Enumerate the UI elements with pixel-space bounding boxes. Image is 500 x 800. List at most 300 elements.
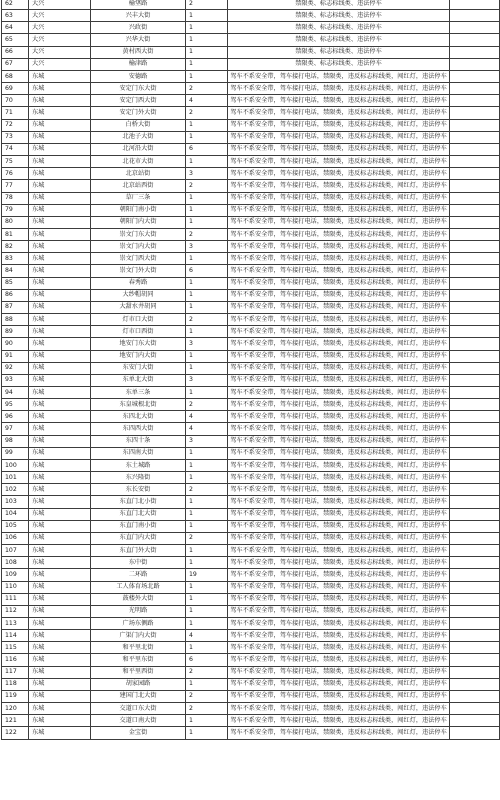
empty-cell — [450, 253, 500, 265]
road-name-cell: 东四西大街 — [91, 423, 186, 435]
road-name-cell: 和平里东街 — [91, 654, 186, 666]
count-cell: 1 — [186, 289, 228, 301]
row-number-cell: 63 — [2, 10, 29, 22]
count-cell: 3 — [186, 374, 228, 386]
count-cell: 1 — [186, 593, 228, 605]
violation-types-cell: 驾车不系安全带，驾车接打电话，禁限类，违反标志标线类，闯红灯，违法停车 — [228, 253, 450, 265]
empty-cell — [450, 666, 500, 678]
table-row — [2, 119, 500, 131]
count-cell: 1 — [186, 678, 228, 690]
violation-types-cell: 驾车不系安全带，驾车接打电话，禁限类，违反标志标线类，闯红灯，违法停车 — [228, 387, 450, 399]
table-body — [2, 0, 500, 739]
row-number-cell: 119 — [2, 690, 29, 702]
table-row — [2, 34, 500, 46]
road-name-cell: 东四北大街 — [91, 411, 186, 423]
empty-cell — [450, 192, 500, 204]
violation-types-cell: 驾车不系安全带，驾车接打电话，禁限类，违反标志标线类，闯红灯，违法停车 — [228, 168, 450, 180]
district-cell: 大兴 — [29, 0, 91, 10]
table-row — [2, 532, 500, 544]
district-cell: 东城 — [29, 83, 91, 95]
count-cell: 1 — [186, 192, 228, 204]
road-name-cell: 北京站街 — [91, 168, 186, 180]
table-row — [2, 22, 500, 34]
road-name-cell: 东单北大街 — [91, 374, 186, 386]
row-number-cell: 100 — [2, 459, 29, 471]
empty-cell — [450, 46, 500, 58]
row-number-cell: 104 — [2, 508, 29, 520]
violation-types-cell: 驾车不系安全带，驾车接打电话，禁限类，违反标志标线类，闯红灯，违法停车 — [228, 447, 450, 459]
road-name-cell: 胡家园路 — [91, 678, 186, 690]
district-cell: 东城 — [29, 95, 91, 107]
table-row — [2, 58, 500, 70]
district-cell: 东城 — [29, 326, 91, 338]
violation-types-cell: 驾车不系安全带，驾车接打电话，禁限类，违反标志标线类，闯红灯，违法停车 — [228, 690, 450, 702]
count-cell: 1 — [186, 34, 228, 46]
row-number-cell: 102 — [2, 484, 29, 496]
table-row — [2, 301, 500, 313]
empty-cell — [450, 447, 500, 459]
table-row — [2, 654, 500, 666]
district-cell: 东城 — [29, 338, 91, 350]
violation-types-cell: 驾车不系安全带，驾车接打电话，禁限类，违反标志标线类，闯红灯，违法停车 — [228, 605, 450, 617]
row-number-cell: 75 — [2, 156, 29, 168]
count-cell: 2 — [186, 107, 228, 119]
row-number-cell: 107 — [2, 545, 29, 557]
district-cell: 东城 — [29, 204, 91, 216]
road-name-cell: 白桥大街 — [91, 119, 186, 131]
empty-cell — [450, 605, 500, 617]
violation-table — [1, 0, 500, 740]
road-name-cell: 交道口东大街 — [91, 703, 186, 715]
violation-types-cell: 禁限类、标志标线类、违法停车 — [228, 34, 450, 46]
district-cell: 东城 — [29, 107, 91, 119]
violation-types-cell: 禁限类、标志标线类、违法停车 — [228, 58, 450, 70]
violation-types-cell: 驾车不系安全带，驾车接打电话，禁限类，违反标志标线类，闯红灯，违法停车 — [228, 484, 450, 496]
empty-cell — [450, 557, 500, 569]
empty-cell — [450, 301, 500, 313]
district-cell: 东城 — [29, 630, 91, 642]
row-number-cell: 94 — [2, 387, 29, 399]
row-number-cell: 95 — [2, 399, 29, 411]
count-cell: 1 — [186, 581, 228, 593]
count-cell: 2 — [186, 83, 228, 95]
empty-cell — [450, 204, 500, 216]
table-row — [2, 484, 500, 496]
road-name-cell: 朝阳门内大街 — [91, 216, 186, 228]
row-number-cell: 76 — [2, 168, 29, 180]
table-row — [2, 338, 500, 350]
district-cell: 大兴 — [29, 22, 91, 34]
count-cell: 1 — [186, 617, 228, 629]
table-row — [2, 630, 500, 642]
empty-cell — [450, 314, 500, 326]
road-name-cell: 北河沿大街 — [91, 143, 186, 155]
row-number-cell: 71 — [2, 107, 29, 119]
table-row — [2, 350, 500, 362]
violation-types-cell: 驾车不系安全带，驾车接打电话，禁限类，违反标志标线类，闯红灯，违法停车 — [228, 666, 450, 678]
count-cell: 1 — [186, 496, 228, 508]
count-cell: 3 — [186, 338, 228, 350]
violation-types-cell: 驾车不系安全带，驾车接打电话，禁限类，违反标志标线类，闯红灯，违法停车 — [228, 277, 450, 289]
count-cell: 2 — [186, 666, 228, 678]
road-name-cell: 灯市口大街 — [91, 314, 186, 326]
violation-types-cell: 驾车不系安全带，驾车接打电话，禁限类，违反标志标线类，闯红灯，违法停车 — [228, 411, 450, 423]
empty-cell — [450, 58, 500, 70]
road-name-cell: 榆垡路 — [91, 0, 186, 10]
road-name-cell: 广场东侧路 — [91, 617, 186, 629]
road-name-cell: 东直门南小街 — [91, 520, 186, 532]
road-name-cell: 北京站西街 — [91, 180, 186, 192]
district-cell: 东城 — [29, 241, 91, 253]
row-number-cell: 91 — [2, 350, 29, 362]
district-cell: 东城 — [29, 143, 91, 155]
table-row — [2, 581, 500, 593]
violation-types-cell: 驾车不系安全带，驾车接打电话，禁限类，违反标志标线类，闯红灯，违法停车 — [228, 180, 450, 192]
district-cell: 东城 — [29, 228, 91, 240]
empty-cell — [450, 228, 500, 240]
count-cell: 1 — [186, 253, 228, 265]
row-number-cell: 101 — [2, 472, 29, 484]
table-row — [2, 95, 500, 107]
count-cell: 2 — [186, 532, 228, 544]
district-cell: 东城 — [29, 314, 91, 326]
district-cell: 东城 — [29, 569, 91, 581]
row-number-cell: 93 — [2, 374, 29, 386]
table-row — [2, 411, 500, 423]
road-name-cell: 鼓楼外大街 — [91, 593, 186, 605]
table-row — [2, 0, 500, 10]
empty-cell — [450, 277, 500, 289]
table-row — [2, 666, 500, 678]
table-row — [2, 715, 500, 727]
violation-types-cell: 驾车不系安全带，驾车接打电话，禁限类，违反标志标线类，闯红灯，违法停车 — [228, 326, 450, 338]
row-number-cell: 109 — [2, 569, 29, 581]
district-cell: 东城 — [29, 374, 91, 386]
district-cell: 大兴 — [29, 58, 91, 70]
empty-cell — [450, 459, 500, 471]
violation-types-cell: 驾车不系安全带，驾车接打电话，禁限类，违反标志标线类，闯红灯，违法停车 — [228, 472, 450, 484]
empty-cell — [450, 727, 500, 739]
violation-types-cell: 驾车不系安全带，驾车接打电话，禁限类，违反标志标线类，闯红灯，违法停车 — [228, 350, 450, 362]
count-cell: 1 — [186, 447, 228, 459]
table-row — [2, 83, 500, 95]
district-cell: 东城 — [29, 156, 91, 168]
district-cell: 东城 — [29, 642, 91, 654]
table-row — [2, 168, 500, 180]
table-row — [2, 678, 500, 690]
count-cell: 1 — [186, 119, 228, 131]
table-row — [2, 70, 500, 82]
road-name-cell: 东直门北小街 — [91, 496, 186, 508]
row-number-cell: 77 — [2, 180, 29, 192]
road-name-cell: 兴丰大街 — [91, 10, 186, 22]
count-cell: 1 — [186, 58, 228, 70]
row-number-cell: 72 — [2, 119, 29, 131]
road-name-cell: 大甜水井胡同 — [91, 301, 186, 313]
road-name-cell: 东直门北大街 — [91, 508, 186, 520]
district-cell: 东城 — [29, 435, 91, 447]
row-number-cell: 98 — [2, 435, 29, 447]
table-row — [2, 289, 500, 301]
count-cell: 2 — [186, 0, 228, 10]
violation-types-cell: 驾车不系安全带，驾车接打电话，禁限类，违反标志标线类，闯红灯，违法停车 — [228, 192, 450, 204]
violation-types-cell: 驾车不系安全带，驾车接打电话，禁限类，违反标志标线类，闯红灯，违法停车 — [228, 581, 450, 593]
road-name-cell: 东直门外大街 — [91, 545, 186, 557]
district-cell: 东城 — [29, 70, 91, 82]
district-cell: 东城 — [29, 472, 91, 484]
road-name-cell: 北花市大街 — [91, 156, 186, 168]
row-number-cell: 80 — [2, 216, 29, 228]
count-cell: 1 — [186, 387, 228, 399]
violation-types-cell: 驾车不系安全带，驾车接打电话，禁限类，违反标志标线类，闯红灯，违法停车 — [228, 617, 450, 629]
row-number-cell: 70 — [2, 95, 29, 107]
table-row — [2, 156, 500, 168]
district-cell: 东城 — [29, 168, 91, 180]
road-name-cell: 兴政街 — [91, 22, 186, 34]
district-cell: 东城 — [29, 277, 91, 289]
row-number-cell: 108 — [2, 557, 29, 569]
table-row — [2, 180, 500, 192]
table-row — [2, 131, 500, 143]
table-row — [2, 569, 500, 581]
empty-cell — [450, 569, 500, 581]
count-cell: 1 — [186, 156, 228, 168]
district-cell: 东城 — [29, 411, 91, 423]
district-cell: 东城 — [29, 192, 91, 204]
empty-cell — [450, 496, 500, 508]
empty-cell — [450, 216, 500, 228]
row-number-cell: 88 — [2, 314, 29, 326]
table-row — [2, 204, 500, 216]
district-cell: 东城 — [29, 265, 91, 277]
row-number-cell: 87 — [2, 301, 29, 313]
row-number-cell: 103 — [2, 496, 29, 508]
row-number-cell: 111 — [2, 593, 29, 605]
count-cell: 6 — [186, 143, 228, 155]
row-number-cell: 81 — [2, 228, 29, 240]
table-row — [2, 326, 500, 338]
count-cell: 1 — [186, 508, 228, 520]
row-number-cell: 64 — [2, 22, 29, 34]
empty-cell — [450, 642, 500, 654]
road-name-cell: 黄村西大街 — [91, 46, 186, 58]
road-name-cell: 东长安街 — [91, 484, 186, 496]
road-name-cell: 崇文门内大街 — [91, 241, 186, 253]
table-row — [2, 107, 500, 119]
count-cell: 6 — [186, 654, 228, 666]
row-number-cell: 92 — [2, 362, 29, 374]
road-name-cell: 北池子大街 — [91, 131, 186, 143]
district-cell: 东城 — [29, 666, 91, 678]
row-number-cell: 121 — [2, 715, 29, 727]
count-cell: 2 — [186, 399, 228, 411]
empty-cell — [450, 703, 500, 715]
row-number-cell: 86 — [2, 289, 29, 301]
violation-types-cell: 驾车不系安全带，驾车接打电话，禁限类，违反标志标线类，闯红灯，违法停车 — [228, 362, 450, 374]
table-row — [2, 314, 500, 326]
count-cell: 1 — [186, 70, 228, 82]
row-number-cell: 117 — [2, 666, 29, 678]
violation-types-cell: 驾车不系安全带，驾车接打电话，禁限类，违反标志标线类，闯红灯，违法停车 — [228, 95, 450, 107]
road-name-cell: 地安门东大街 — [91, 338, 186, 350]
row-number-cell: 99 — [2, 447, 29, 459]
road-name-cell: 二环路 — [91, 569, 186, 581]
road-name-cell: 东皇城根北街 — [91, 399, 186, 411]
count-cell: 1 — [186, 459, 228, 471]
road-name-cell: 榆津路 — [91, 58, 186, 70]
road-name-cell: 东四南大街 — [91, 447, 186, 459]
empty-cell — [450, 630, 500, 642]
road-name-cell: 安定门西大街 — [91, 95, 186, 107]
violation-types-cell: 驾车不系安全带，驾车接打电话，禁限类，违反标志标线类，闯红灯，违法停车 — [228, 557, 450, 569]
district-cell: 东城 — [29, 593, 91, 605]
count-cell: 4 — [186, 411, 228, 423]
empty-cell — [450, 593, 500, 605]
row-number-cell: 112 — [2, 605, 29, 617]
road-name-cell: 崇文门西大街 — [91, 253, 186, 265]
district-cell: 东城 — [29, 581, 91, 593]
violation-types-cell: 驾车不系安全带，驾车接打电话，禁限类，违反标志标线类，闯红灯，违法停车 — [228, 399, 450, 411]
empty-cell — [450, 156, 500, 168]
district-cell: 东城 — [29, 545, 91, 557]
district-cell: 东城 — [29, 180, 91, 192]
district-cell: 东城 — [29, 119, 91, 131]
row-number-cell: 106 — [2, 532, 29, 544]
violation-types-cell: 驾车不系安全带，驾车接打电话，禁限类，违反标志标线类，闯红灯，违法停车 — [228, 678, 450, 690]
row-number-cell: 114 — [2, 630, 29, 642]
empty-cell — [450, 508, 500, 520]
district-cell: 东城 — [29, 496, 91, 508]
district-cell: 东城 — [29, 715, 91, 727]
table-row — [2, 703, 500, 715]
violation-types-cell: 驾车不系安全带，驾车接打电话，禁限类，违反标志标线类，闯红灯，违法停车 — [228, 435, 450, 447]
empty-cell — [450, 715, 500, 727]
row-number-cell: 82 — [2, 241, 29, 253]
district-cell: 东城 — [29, 423, 91, 435]
empty-cell — [450, 617, 500, 629]
violation-types-cell: 禁限类、标志标线类、违法停车 — [228, 22, 450, 34]
empty-cell — [450, 289, 500, 301]
table-row — [2, 727, 500, 739]
road-name-cell: 灯市口西街 — [91, 326, 186, 338]
road-name-cell: 安定门外大街 — [91, 107, 186, 119]
table-row — [2, 690, 500, 702]
row-number-cell: 122 — [2, 727, 29, 739]
violation-types-cell: 禁限类、标志标线类、违法停车 — [228, 46, 450, 58]
empty-cell — [450, 0, 500, 10]
empty-cell — [450, 532, 500, 544]
violation-types-cell: 驾车不系安全带，驾车接打电话，禁限类，违反标志标线类，闯红灯，违法停车 — [228, 703, 450, 715]
table-row — [2, 545, 500, 557]
table-row — [2, 216, 500, 228]
road-name-cell: 东四十条 — [91, 435, 186, 447]
road-name-cell: 大纱帽胡同 — [91, 289, 186, 301]
road-name-cell: 崇文门东大街 — [91, 228, 186, 240]
road-name-cell: 安德路 — [91, 70, 186, 82]
road-name-cell: 兴华大街 — [91, 34, 186, 46]
count-cell: 1 — [186, 545, 228, 557]
row-number-cell: 85 — [2, 277, 29, 289]
road-name-cell: 工人体育场北路 — [91, 581, 186, 593]
count-cell: 1 — [186, 301, 228, 313]
row-number-cell: 97 — [2, 423, 29, 435]
empty-cell — [450, 374, 500, 386]
count-cell: 1 — [186, 642, 228, 654]
violation-types-cell: 驾车不系安全带，驾车接打电话，禁限类，违反标志标线类，闯红灯，违法停车 — [228, 630, 450, 642]
district-cell: 东城 — [29, 131, 91, 143]
row-number-cell: 67 — [2, 58, 29, 70]
empty-cell — [450, 362, 500, 374]
violation-types-cell: 驾车不系安全带，驾车接打电话，禁限类，违反标志标线类，闯红灯，违法停车 — [228, 204, 450, 216]
table-row — [2, 642, 500, 654]
road-name-cell: 崇文门外大街 — [91, 265, 186, 277]
table-row — [2, 46, 500, 58]
road-name-cell: 金宝街 — [91, 727, 186, 739]
table-row — [2, 277, 500, 289]
count-cell: 1 — [186, 131, 228, 143]
empty-cell — [450, 83, 500, 95]
violation-types-cell: 驾车不系安全带，驾车接打电话，禁限类，违反标志标线类，闯红灯，违法停车 — [228, 496, 450, 508]
table-row — [2, 253, 500, 265]
count-cell: 1 — [186, 46, 228, 58]
row-number-cell: 115 — [2, 642, 29, 654]
count-cell: 1 — [186, 362, 228, 374]
table-row — [2, 459, 500, 471]
district-cell: 东城 — [29, 350, 91, 362]
violation-types-cell: 驾车不系安全带，驾车接打电话，禁限类，违反标志标线类，闯红灯，违法停车 — [228, 508, 450, 520]
count-cell: 1 — [186, 350, 228, 362]
table-row — [2, 435, 500, 447]
district-cell: 东城 — [29, 301, 91, 313]
table-row — [2, 423, 500, 435]
violation-types-cell: 驾车不系安全带，驾车接打电话，禁限类，违反标志标线类，闯红灯，违法停车 — [228, 143, 450, 155]
violation-types-cell: 驾车不系安全带，驾车接打电话，禁限类，违反标志标线类，闯红灯，违法停车 — [228, 107, 450, 119]
violation-types-cell: 驾车不系安全带，驾车接打电话，禁限类，违反标志标线类，闯红灯，违法停车 — [228, 265, 450, 277]
road-name-cell: 东中街 — [91, 557, 186, 569]
empty-cell — [450, 520, 500, 532]
district-cell: 东城 — [29, 216, 91, 228]
road-name-cell: 东直门内大街 — [91, 532, 186, 544]
table-row — [2, 362, 500, 374]
row-number-cell: 116 — [2, 654, 29, 666]
count-cell: 2 — [186, 314, 228, 326]
district-cell: 大兴 — [29, 34, 91, 46]
row-number-cell: 118 — [2, 678, 29, 690]
district-cell: 大兴 — [29, 46, 91, 58]
count-cell: 1 — [186, 22, 228, 34]
district-cell: 东城 — [29, 654, 91, 666]
district-cell: 东城 — [29, 703, 91, 715]
road-name-cell: 东兴隆街 — [91, 472, 186, 484]
district-cell: 东城 — [29, 727, 91, 739]
count-cell: 2 — [186, 180, 228, 192]
count-cell: 2 — [186, 228, 228, 240]
count-cell: 1 — [186, 715, 228, 727]
count-cell: 1 — [186, 326, 228, 338]
empty-cell — [450, 472, 500, 484]
violation-types-cell: 驾车不系安全带，驾车接打电话，禁限类，违反标志标线类，闯红灯，违法停车 — [228, 228, 450, 240]
empty-cell — [450, 545, 500, 557]
road-name-cell: 和平里北街 — [91, 642, 186, 654]
district-cell: 东城 — [29, 362, 91, 374]
table-row — [2, 520, 500, 532]
empty-cell — [450, 143, 500, 155]
row-number-cell: 96 — [2, 411, 29, 423]
empty-cell — [450, 690, 500, 702]
violation-types-cell: 驾车不系安全带，驾车接打电话，禁限类，违反标志标线类，闯红灯，违法停车 — [228, 338, 450, 350]
count-cell: 1 — [186, 204, 228, 216]
empty-cell — [450, 678, 500, 690]
